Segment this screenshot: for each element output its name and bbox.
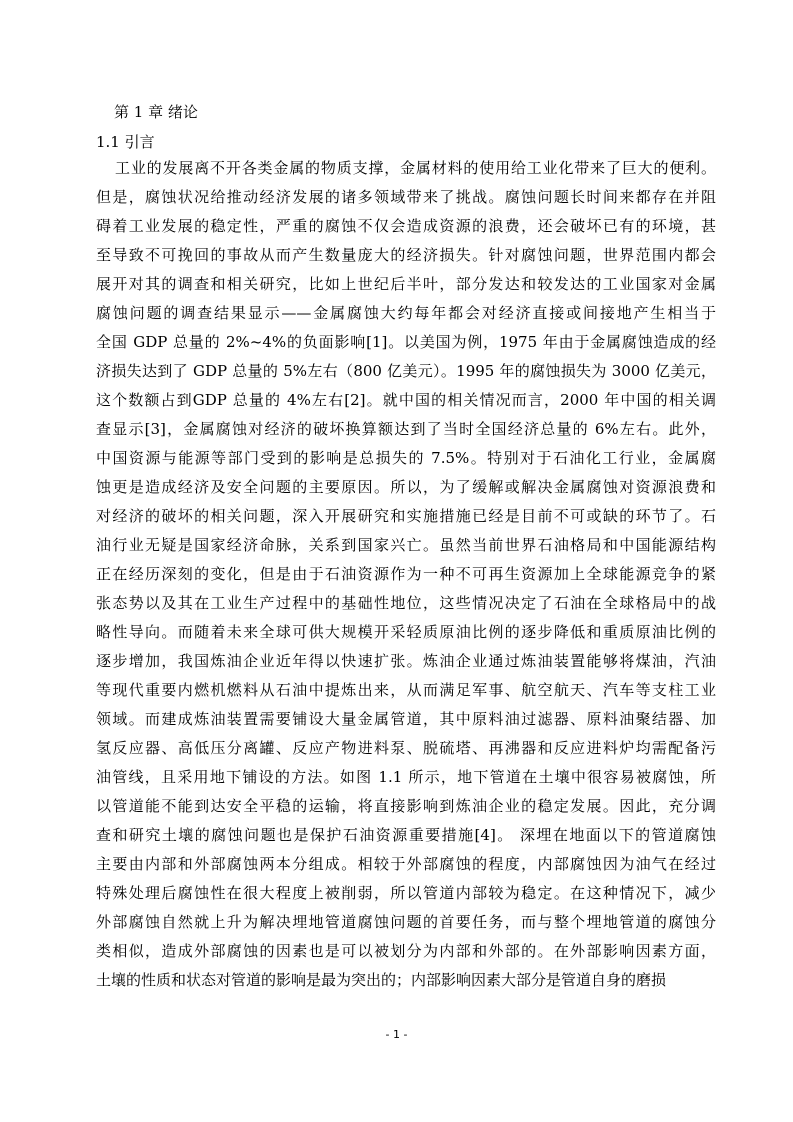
paragraph-line: 对经济的破坏的相关问题，深入开展研究和实施措施已经是目前不可或缺的环节了。石: [96, 507, 716, 525]
paragraph-line: 中国资源与能源等部门受到的影响是总损失的 7.5%。特别对于石油化工行业，金属腐: [96, 449, 716, 467]
paragraph-line: 腐蚀问题的调查结果显示——金属腐蚀大约每年都会对经济直接或间接地产生相当于: [96, 304, 716, 322]
paragraph-line: 这个数额占到GDP 总量的 4%左右[2]。就中国的相关情况而言，2000 年中国的相关调: [96, 391, 716, 409]
paragraph-line: 领域。而建成炼油装置需要铺设大量金属管道，其中原料油过滤器、原料油聚结器、加: [96, 710, 716, 728]
paragraph-line: 张态势以及其在工业生产过程中的基础性地位，这些情况决定了石油在全球格局中的战: [96, 594, 716, 612]
body-paragraph: [96, 154, 716, 995]
paragraph-line: 油管线，且采用地下铺设的方法。如图 1.1 所示，地下管道在土壤中很容易被腐蚀，所: [96, 768, 716, 786]
paragraph-line: 济损失达到了 GDP 总量的 5%左右（800 亿美元）。1995 年的腐蚀损失为 3000 亿美元，: [96, 362, 716, 380]
chapter-title: 第 1 章 绪论: [114, 103, 198, 121]
paragraph-line: 主要由内部和外部腐蚀两本分组成。相较于外部腐蚀的程度，内部腐蚀因为油气在经过: [96, 855, 716, 873]
page-number: - 1 -: [385, 1028, 408, 1041]
paragraph-line: 碍着工业发展的稳定性，严重的腐蚀不仅会造成资源的浪费，还会破坏已有的环境，甚: [96, 217, 716, 235]
paragraph-line: 但是，腐蚀状况给推动经济发展的诸多领域带来了挑战。腐蚀问题长时间来都存在并阻: [96, 188, 716, 206]
paragraph-line: 等现代重要内燃机燃料从石油中提炼出来，从而满足军事、航空航天、汽车等支柱工业: [96, 681, 716, 699]
paragraph-line: 类相似，造成外部腐蚀的因素也是可以被划分为内部和外部的。在外部影响因素方面，: [96, 942, 716, 960]
section-title: 1.1 引言: [96, 133, 155, 151]
paragraph-line: 蚀更是造成经济及安全问题的主要原因。所以，为了缓解或解决金属腐蚀对资源浪费和: [96, 478, 716, 496]
paragraph-line: 逐步增加，我国炼油企业近年得以快速扩张。炼油企业通过炼油装置能够将煤油，汽油: [96, 652, 716, 670]
paragraph-line: 全国 GDP 总量的 2%~4%的负面影响[1]。以美国为例，1975 年由于金属腐蚀造成的经: [96, 333, 716, 351]
paragraph-line: 正在经历深刻的变化，但是由于石油资源作为一种不可再生资源加上全球能源竞争的紧: [96, 565, 716, 583]
paragraph-line: 展开对其的调查和相关研究，比如上世纪后半叶，部分发达和较发达的工业国家对金属: [96, 275, 716, 293]
paragraph-line: 工业的发展离不开各类金属的物质支撑，金属材料的使用给工业化带来了巨大的便利。: [115, 159, 716, 177]
paragraph-line: 至导致不可挽回的事故从而产生数量庞大的经济损失。针对腐蚀问题，世界范围内都会: [96, 246, 716, 264]
paragraph-line: 外部腐蚀自然就上升为解决埋地管道腐蚀问题的首要任务，而与整个埋地管道的腐蚀分: [96, 913, 716, 931]
paragraph-line: 油行业无疑是国家经济命脉，关系到国家兴亡。虽然当前世界石油格局和中国能源结构: [96, 536, 716, 554]
paragraph-line: 略性导向。而随着未来全球可供大规模开采轻质原油比例的逐步降低和重质原油比例的: [96, 623, 716, 641]
paragraph-line: 以管道能不能到达安全平稳的运输，将直接影响到炼油企业的稳定发展。因此，充分调: [96, 797, 716, 815]
paragraph-line: 氢反应器、高低压分离罐、反应产物进料泵、脱硫塔、再沸器和反应进料炉均需配备污: [96, 739, 716, 757]
paragraph-line: 查和研究土壤的腐蚀问题也是保护石油资源重要措施[4]。 深埋在地面以下的管道腐蚀: [96, 826, 716, 844]
paragraph-line: 土壤的性质和状态对管道的影响是最为突出的；内部影响因素大部分是管道自身的磨损: [96, 971, 667, 989]
paragraph-line: 查显示[3]，金属腐蚀对经济的破坏换算额达到了当时全国经济总量的 6%左右。此外，: [96, 420, 716, 438]
paragraph-line: 特殊处理后腐蚀性在很大程度上被削弱，所以管道内部较为稳定。在这种情况下，减少: [96, 884, 716, 902]
